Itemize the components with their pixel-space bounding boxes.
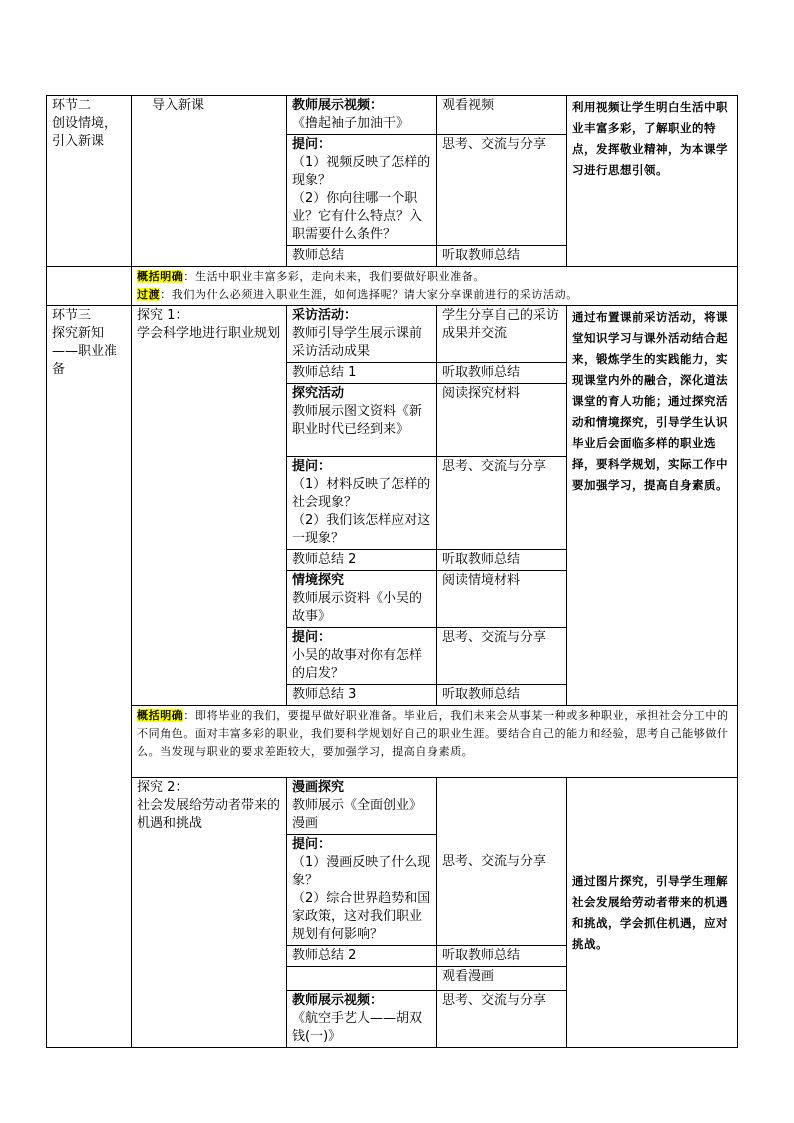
teacher-activity-cell (287, 835, 437, 946)
teacher-activity-cell (287, 306, 437, 363)
activity-text: 《航空手艺人——胡双钱(一)》 (292, 1011, 423, 1044)
student-activity-cell: 观看漫画 (437, 967, 567, 991)
student-activity-cell: 思考、交流与分享 (437, 778, 567, 946)
stage-line: 探究新知 (52, 326, 105, 341)
stage-line: 环节二 (52, 98, 92, 113)
transition-label: 过渡 (137, 288, 161, 301)
stage-line: 引入新课 (52, 134, 105, 149)
teacher-activity-cell (287, 628, 437, 685)
activity-title: 提问： (292, 630, 332, 645)
student-activity-cell: 观看视频 (437, 96, 567, 135)
part-label: 探究 2： (137, 780, 189, 795)
activity-text: （2）我们该怎样应对这一现象？ (292, 513, 431, 546)
stage-cell (47, 306, 132, 1048)
activity-text: 教师引导学生展示课前采访活动成果 (292, 326, 423, 359)
transition-text: ：我们为什么必须进入职业生涯，如何选择呢？请大家分享课前进行的采访活动。 (160, 288, 578, 301)
part-cell (132, 96, 287, 267)
design-intent-cell: 通过图片探究，引导学生理解社会发展给劳动者带来的机遇和挑战，学会抓住机遇，应对挑战。 (567, 778, 738, 1048)
teacher-activity-cell (287, 96, 437, 135)
teacher-activity-cell: 教师总结 (287, 246, 437, 267)
activity-title: 提问： (292, 459, 332, 474)
stage-line: 环节三 (52, 308, 92, 323)
teacher-activity-cell (287, 135, 437, 246)
activity-title: 采访活动： (292, 308, 358, 323)
activity-text: 教师展示图文资料《新职业时代已经到来》 (292, 404, 423, 437)
part-label: 学会科学地进行职业规划 (137, 326, 281, 341)
activity-text: 教师展示《全面创业》漫画 (292, 798, 423, 831)
lesson-plan-table (46, 95, 738, 1048)
summary-label: 概括明确 (137, 270, 184, 283)
student-activity-cell: 听取教师总结 (437, 246, 567, 267)
part-cell (132, 306, 287, 706)
student-activity-cell: 思考、交流与分享 (437, 628, 567, 685)
activity-text: 《撸起袖子加油干》 (292, 116, 410, 131)
activity-title: 漫画探究 (292, 780, 345, 795)
stage-line: 创设情境， (52, 116, 118, 131)
activity-text: （2）你向往哪一个职业？它有什么特点？入职需要什么条件？ (292, 191, 423, 242)
student-activity-cell: 思考、交流与分享 (437, 457, 567, 550)
blank-cell (47, 267, 132, 306)
transition-line (137, 286, 732, 304)
activity-title: 探究活动 (292, 386, 345, 401)
student-activity-cell: 听取教师总结 (437, 550, 567, 571)
student-activity-cell: 学生分享自己的采访成果并交流 (437, 306, 567, 363)
teacher-activity-cell: 教师总结 2 (287, 550, 437, 571)
teacher-activity-cell (287, 571, 437, 628)
student-activity-cell: 听取教师总结 (437, 946, 567, 967)
summary-text: ：生活中职业丰富多彩，走向未来，我们要做好职业准备。 (183, 270, 486, 283)
summary-cell (132, 706, 738, 778)
activity-title: 情境探究 (292, 573, 345, 588)
stage-line: ——职业准 (52, 344, 118, 359)
teacher-activity-cell (287, 991, 437, 1048)
part-label: 导入新课 (152, 98, 205, 113)
teacher-activity-cell: 教师总结 1 (287, 363, 437, 384)
activity-title: 教师展示视频： (292, 98, 384, 113)
summary-cell (132, 267, 738, 306)
teacher-activity-cell (287, 778, 437, 835)
teacher-activity-cell (287, 967, 437, 991)
student-activity-cell: 思考、交流与分享 (437, 135, 567, 246)
design-intent-cell: 利用视频让学生明白生活中职业丰富多彩，了解职业的特点，发挥敬业精神，为本课学习进行思想引领。 (567, 96, 738, 267)
activity-title: 教师展示视频： (292, 993, 384, 1008)
activity-title: 提问： (292, 837, 332, 852)
activity-text: （1）材料反映了怎样的社会现象？ (292, 477, 431, 510)
activity-text: 小吴的故事对你有怎样的启发？ (292, 648, 423, 681)
teacher-activity-cell: 教师总结 2 (287, 946, 437, 967)
student-activity-cell: 听取教师总结 (437, 685, 567, 706)
summary-line (137, 268, 732, 286)
part-label: 探究 1： (137, 308, 189, 323)
activity-text: （1）漫画反映了什么现象？ (292, 855, 431, 888)
student-activity-cell: 阅读情境材料 (437, 571, 567, 628)
teacher-activity-cell: 教师总结 3 (287, 685, 437, 706)
activity-title: 提问： (292, 137, 332, 152)
teacher-activity-cell (287, 457, 437, 550)
design-intent-cell: 通过布置课前采访活动，将课堂知识学习与课外活动结合起来，锻炼学生的实践能力，实现课堂内外的融合，深化道法课堂的育人功能；通过探究活动和情境探究，引导学生认识毕业后会面临多样的职业选择，要科学规划，实际工作中要加强学习，提高自身素质。 (567, 306, 738, 706)
activity-text: 教师展示资料《小吴的故事》 (292, 591, 423, 624)
student-activity-cell: 听取教师总结 (437, 363, 567, 384)
stage-cell (47, 96, 132, 267)
activity-text: （1）视频反映了怎样的现象？ (292, 155, 431, 188)
summary-text: ：即将毕业的我们，要提早做好职业准备。毕业后，我们未来会从事某一种或多种职业，承担社会分工中的不同角色。面对丰富多彩的职业，我们要科学规划好自己的职业生涯。要结合自己的能力和经验，思考自己能够做什么。当发现与职业的要求差距较大，要加强学习，提高自身素质。 (137, 709, 729, 758)
student-activity-cell: 思考、交流与分享 (437, 991, 567, 1048)
stage-line: 备 (52, 362, 66, 377)
teacher-activity-cell (287, 384, 437, 457)
summary-label: 概括明确 (137, 709, 184, 722)
student-activity-cell: 阅读探究材料 (437, 384, 567, 457)
part-label: 社会发展给劳动者带来的机遇和挑战 (137, 798, 281, 831)
part-cell (132, 778, 287, 1048)
activity-text: （2）综合世界趋势和国家政策，这对我们职业规划有何影响？ (292, 891, 431, 942)
